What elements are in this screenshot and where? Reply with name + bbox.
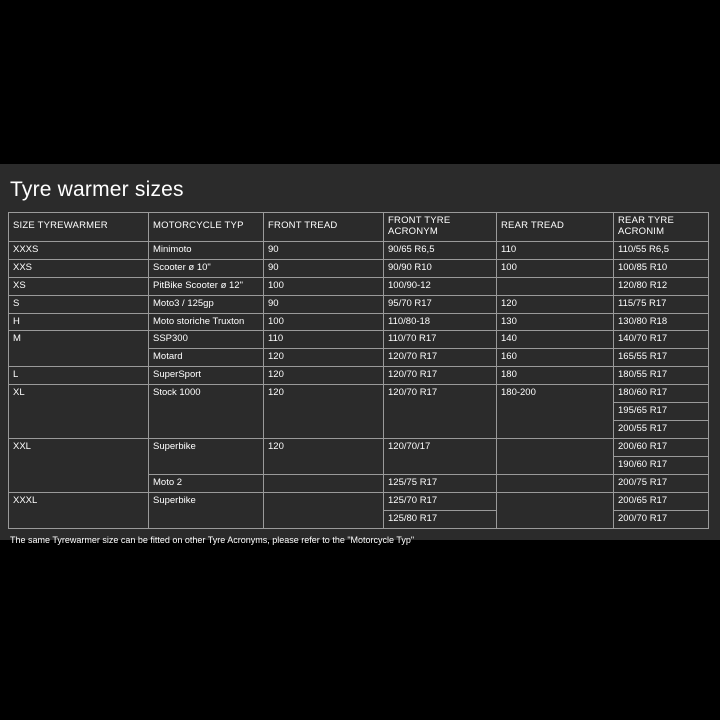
table-header (9, 213, 709, 242)
cell-rear-tread: 160 (497, 349, 614, 367)
tyre-warmer-size-table (8, 212, 709, 529)
cell-rear-tread: 180 (497, 367, 614, 385)
column-header-rear-tread: REAR TREAD (497, 213, 614, 242)
cell-front-acronym: 95/70 R17 (384, 295, 497, 313)
cell-rear-acronym: 140/70 R17 (614, 331, 709, 349)
cell-front-tread: 90 (264, 259, 384, 277)
cell-moto: Motard (149, 349, 264, 367)
table-row (9, 295, 709, 313)
cell-rear-tread (497, 492, 614, 528)
cell-rear-acronym: 130/80 R18 (614, 313, 709, 331)
cell-rear-acronym: 195/65 R17 (614, 403, 709, 421)
table-row (9, 259, 709, 277)
cell-front-tread: 120 (264, 367, 384, 385)
cell-moto: SuperSport (149, 367, 264, 385)
cell-size: XXL (9, 438, 149, 492)
table-body (9, 241, 709, 528)
column-header-front-tyre-acronym: FRONT TYRE ACRONYM (384, 213, 497, 242)
cell-front-tread: 100 (264, 313, 384, 331)
cell-front-tread: 120 (264, 385, 384, 439)
cell-front-tread: 90 (264, 295, 384, 313)
tyre-warmer-panel (0, 164, 720, 545)
cell-rear-acronym: 200/65 R17 (614, 492, 709, 510)
cell-rear-acronym: 115/75 R17 (614, 295, 709, 313)
cell-rear-acronym: 100/85 R10 (614, 259, 709, 277)
cell-moto: Moto storiche Truxton (149, 313, 264, 331)
cell-moto: SSP300 (149, 331, 264, 349)
cell-front-acronym: 125/70 R17 (384, 492, 497, 510)
cell-rear-tread (497, 277, 614, 295)
cell-front-tread: 120 (264, 438, 384, 474)
cell-moto: Moto 2 (149, 474, 264, 492)
table-row (9, 492, 709, 510)
cell-rear-acronym: 200/55 R17 (614, 421, 709, 439)
cell-front-acronym: 120/70 R17 (384, 367, 497, 385)
table-row (9, 313, 709, 331)
cell-rear-tread: 110 (497, 241, 614, 259)
cell-front-acronym: 125/75 R17 (384, 474, 497, 492)
cell-front-acronym: 120/70 R17 (384, 349, 497, 367)
column-header-size-tyrewarmer: SIZE TYREWARMER (9, 213, 149, 242)
cell-front-acronym: 120/70/17 (384, 438, 497, 474)
cell-front-tread: 90 (264, 241, 384, 259)
cell-rear-tread: 130 (497, 313, 614, 331)
cell-moto: Scooter ø 10" (149, 259, 264, 277)
cell-size: XS (9, 277, 149, 295)
cell-rear-tread: 120 (497, 295, 614, 313)
cell-front-acronym: 90/90 R10 (384, 259, 497, 277)
cell-rear-acronym: 190/60 R17 (614, 456, 709, 474)
cell-size: S (9, 295, 149, 313)
cell-size: M (9, 331, 149, 367)
table-footnote: The same Tyrewarmer size can be fitted on other Tyre Acronyms, please refer to the "Motorcycle Typ" (10, 534, 415, 545)
cell-size: XXXS (9, 241, 149, 259)
cell-moto: PitBike Scooter ø 12" (149, 277, 264, 295)
column-header-motorcycle-typ: MOTORCYCLE TYP (149, 213, 264, 242)
cell-moto: Moto3 / 125gp (149, 295, 264, 313)
cell-size: XL (9, 385, 149, 439)
cell-rear-acronym: 200/60 R17 (614, 438, 709, 456)
cell-front-acronym: 120/70 R17 (384, 385, 497, 439)
cell-front-acronym: 125/80 R17 (384, 510, 497, 528)
cell-moto: Minimoto (149, 241, 264, 259)
cell-rear-tread (497, 438, 614, 474)
cell-moto: Superbike (149, 438, 264, 474)
cell-front-acronym: 110/80-18 (384, 313, 497, 331)
cell-front-tread: 110 (264, 331, 384, 349)
cell-front-tread (264, 474, 384, 492)
page-title: Tyre warmer sizes (10, 178, 184, 201)
cell-front-tread: 120 (264, 349, 384, 367)
table-header-row (9, 213, 709, 242)
table-row (9, 367, 709, 385)
cell-rear-acronym: 180/60 R17 (614, 385, 709, 403)
cell-front-tread (264, 492, 384, 528)
cell-moto: Stock 1000 (149, 385, 264, 439)
cell-front-acronym: 90/65 R6,5 (384, 241, 497, 259)
cell-rear-tread: 100 (497, 259, 614, 277)
cell-size: H (9, 313, 149, 331)
cell-rear-acronym: 200/70 R17 (614, 510, 709, 528)
cell-rear-tread: 180-200 (497, 385, 614, 439)
table-row (9, 277, 709, 295)
cell-front-acronym: 100/90-12 (384, 277, 497, 295)
cell-size: L (9, 367, 149, 385)
table-row (9, 331, 709, 349)
table-row (9, 438, 709, 456)
column-header-rear-tyre-acronim: REAR TYRE ACRONIM (614, 213, 709, 242)
cell-rear-tread: 140 (497, 331, 614, 349)
cell-front-tread: 100 (264, 277, 384, 295)
column-header-front-tread: FRONT TREAD (264, 213, 384, 242)
cell-front-acronym: 110/70 R17 (384, 331, 497, 349)
cell-rear-acronym: 120/80 R12 (614, 277, 709, 295)
cell-size: XXXL (9, 492, 149, 528)
cell-moto: Superbike (149, 492, 264, 528)
cell-rear-tread (497, 474, 614, 492)
cell-size: XXS (9, 259, 149, 277)
table-row (9, 241, 709, 259)
cell-rear-acronym: 180/55 R17 (614, 367, 709, 385)
cell-rear-acronym: 165/55 R17 (614, 349, 709, 367)
table-row (9, 385, 709, 403)
cell-rear-acronym: 200/75 R17 (614, 474, 709, 492)
cell-rear-acronym: 110/55 R6,5 (614, 241, 709, 259)
